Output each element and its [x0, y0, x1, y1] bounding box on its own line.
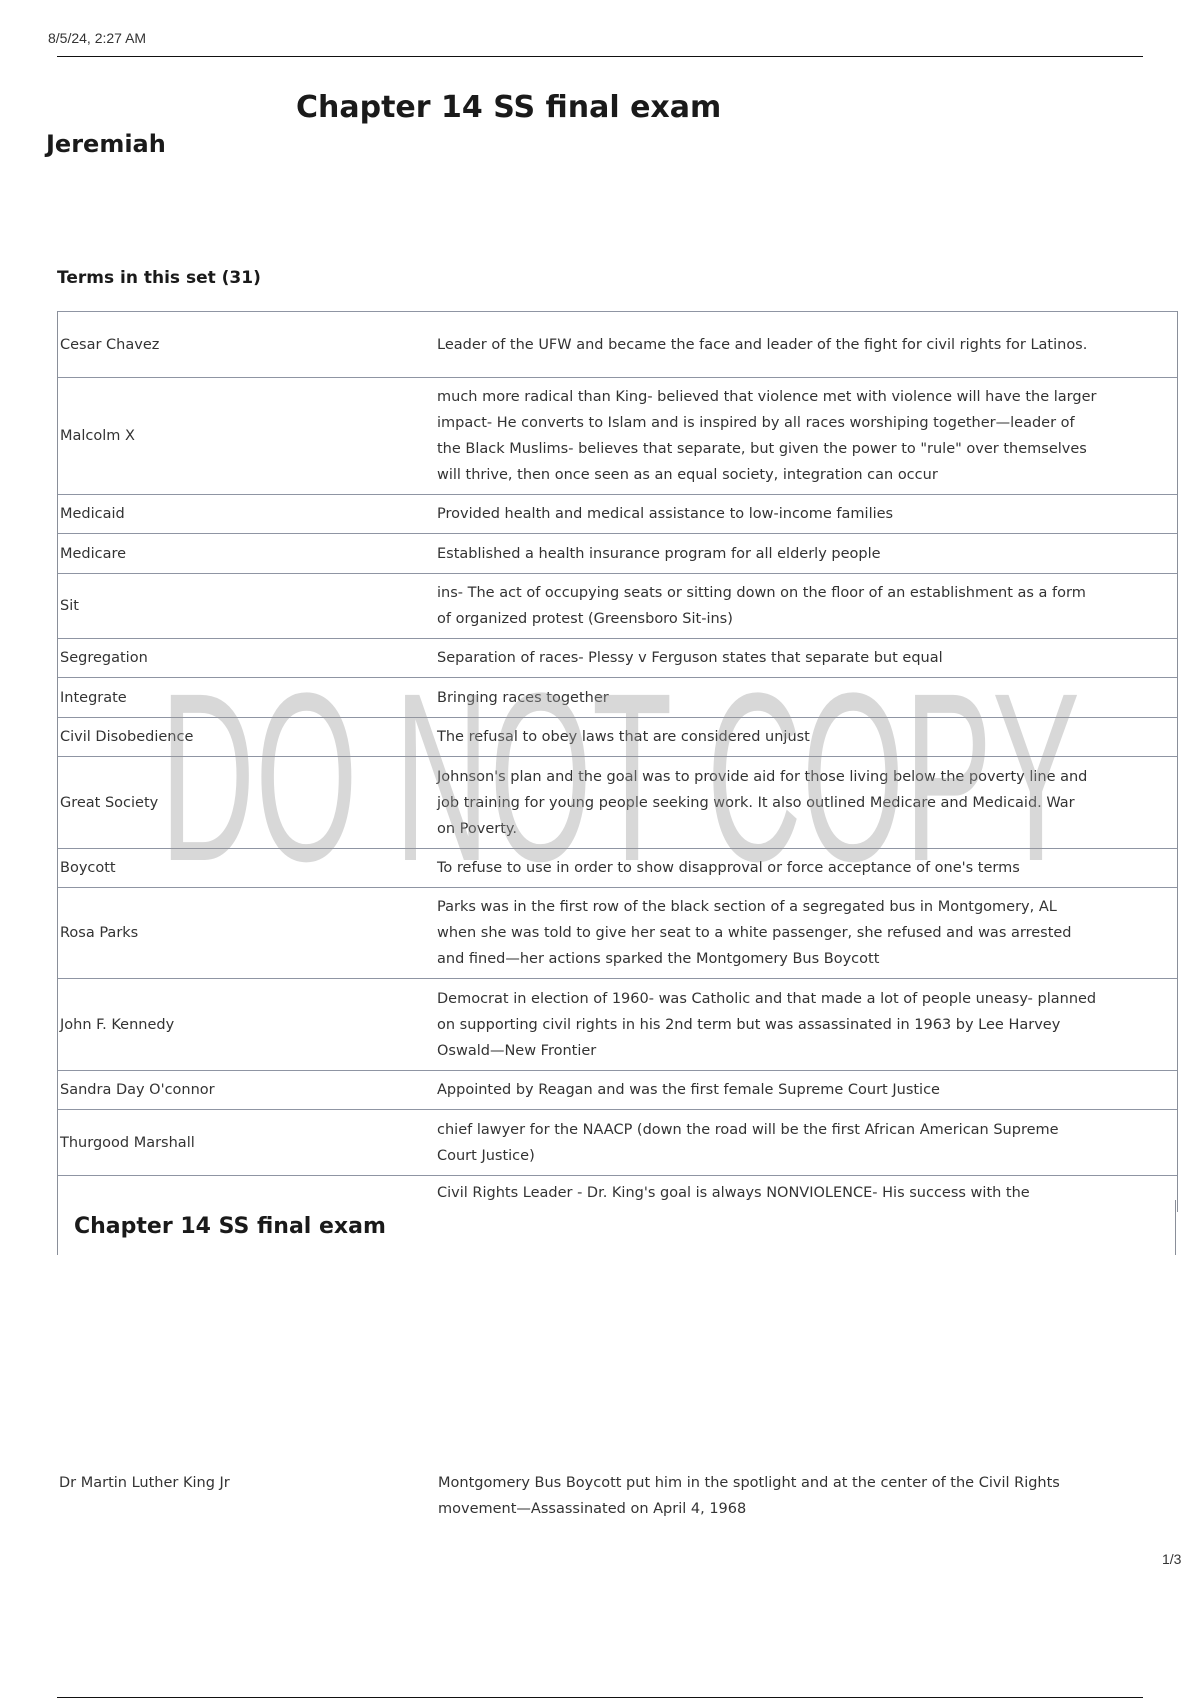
definition-text: Civil Rights Leader - Dr. King's goal is always NONVIOLENCE- His success with the — [437, 1185, 1030, 1201]
definition-text: Leader of the UFW and became the face and leader of the fight for civil rights for Latinos. — [437, 336, 1088, 353]
definition-text: The refusal to obey laws that are considered unjust — [437, 729, 810, 745]
term-text: Dr Martin Luther King Jr — [59, 1475, 230, 1491]
term-text: Civil Disobedience — [60, 729, 194, 745]
terms-table — [57, 311, 1178, 1212]
term-row — [58, 677, 1177, 717]
term-row — [58, 848, 1177, 887]
footer-rule — [57, 1697, 1143, 1698]
term-text: Sit — [60, 598, 79, 614]
definition-text: Established a health insurance program for all elderly people — [437, 545, 881, 562]
term-row — [58, 717, 1177, 756]
term-row — [58, 573, 1177, 638]
definition-text: Democrat in election of 1960- was Catholic and that made a lot of people uneasy- planned on supporting civil rights in his 2nd term but was assassinated in 1963 by Lee Harvey Oswald—New Frontier — [437, 990, 1097, 1059]
term-text: Great Society — [60, 794, 159, 811]
term-row — [58, 638, 1177, 677]
term-row-split-bottom — [57, 1470, 1176, 1522]
term-text: Malcolm X — [60, 428, 135, 444]
repeated-title: Chapter 14 SS final exam — [74, 1214, 386, 1239]
header-rule — [57, 56, 1143, 57]
definition-text: Johnson's plan and the goal was to provide aid for those living below the poverty line and job training for young people seeking work. It also outlined Medicare and Medicaid. War on Poverty. — [437, 768, 1088, 837]
page-number: 1/3 — [1162, 1551, 1182, 1567]
term-text: Cesar Chavez — [60, 336, 160, 353]
term-text: Rosa Parks — [60, 925, 139, 941]
terms-count-heading: Terms in this set (31) — [57, 268, 261, 288]
print-timestamp: 8/5/24, 2:27 AM — [48, 30, 147, 46]
definition-text: much more radical than King- believed that violence met with violence will have the larger impact- He converts to Islam and is inspired by all races worshiping together—leader of the Black Muslims- believes that separate, but given the power to "rule" over themselves will thrive, then once seen as an equal society, integration can occur — [437, 389, 1097, 483]
term-row — [58, 756, 1177, 848]
term-text: Medicaid — [60, 506, 125, 522]
term-row — [58, 533, 1177, 573]
term-row — [58, 1109, 1177, 1175]
definition-text: Separation of races- Plessy v Ferguson states that separate but equal — [437, 650, 943, 666]
definition-text: Appointed by Reagan and was the first female Supreme Court Justice — [437, 1082, 940, 1098]
definition-text: Montgomery Bus Boycott put him in the spotlight and at the center of the Civil Rights movement—Assassinated on April 4, 1968 — [438, 1475, 1060, 1517]
definition-text: Parks was in the first row of the black section of a segregated bus in Montgomery, AL when she was told to give her seat to a white passenger, she refused and was arrested and fined—her actions sparked the Montgomery Bus Boycott — [437, 899, 1072, 967]
definition-text: To refuse to use in order to show disapproval or force acceptance of one's terms — [437, 860, 1020, 876]
term-row — [58, 978, 1177, 1070]
term-text: Integrate — [60, 689, 127, 706]
term-text: Segregation — [60, 650, 148, 666]
term-text: John F. Kennedy — [60, 1016, 175, 1033]
author-name: Jeremiah — [46, 130, 166, 158]
term-row — [58, 311, 1177, 377]
term-text: Medicare — [60, 545, 127, 562]
definition-text: ins- The act of occupying seats or sitting down on the floor of an establishment as a form of organized protest (Greensboro Sit-ins) — [437, 585, 1086, 627]
term-row — [58, 887, 1177, 978]
watermark-text: DO NOT COPY — [160, 650, 1080, 890]
term-text: Thurgood Marshall — [60, 1134, 195, 1151]
definition-text: Bringing races together — [437, 689, 609, 706]
term-text: Boycott — [60, 860, 116, 876]
term-row — [58, 1070, 1177, 1109]
term-row — [58, 494, 1177, 533]
term-row — [58, 377, 1177, 494]
definition-text: Provided health and medical assistance to low-income families — [437, 506, 894, 522]
page-title: Chapter 14 SS final exam — [296, 90, 722, 125]
definition-text: chief lawyer for the NAACP (down the road will be the first African American Supreme Court Justice) — [437, 1121, 1059, 1164]
term-text: Sandra Day O'connor — [60, 1082, 215, 1098]
